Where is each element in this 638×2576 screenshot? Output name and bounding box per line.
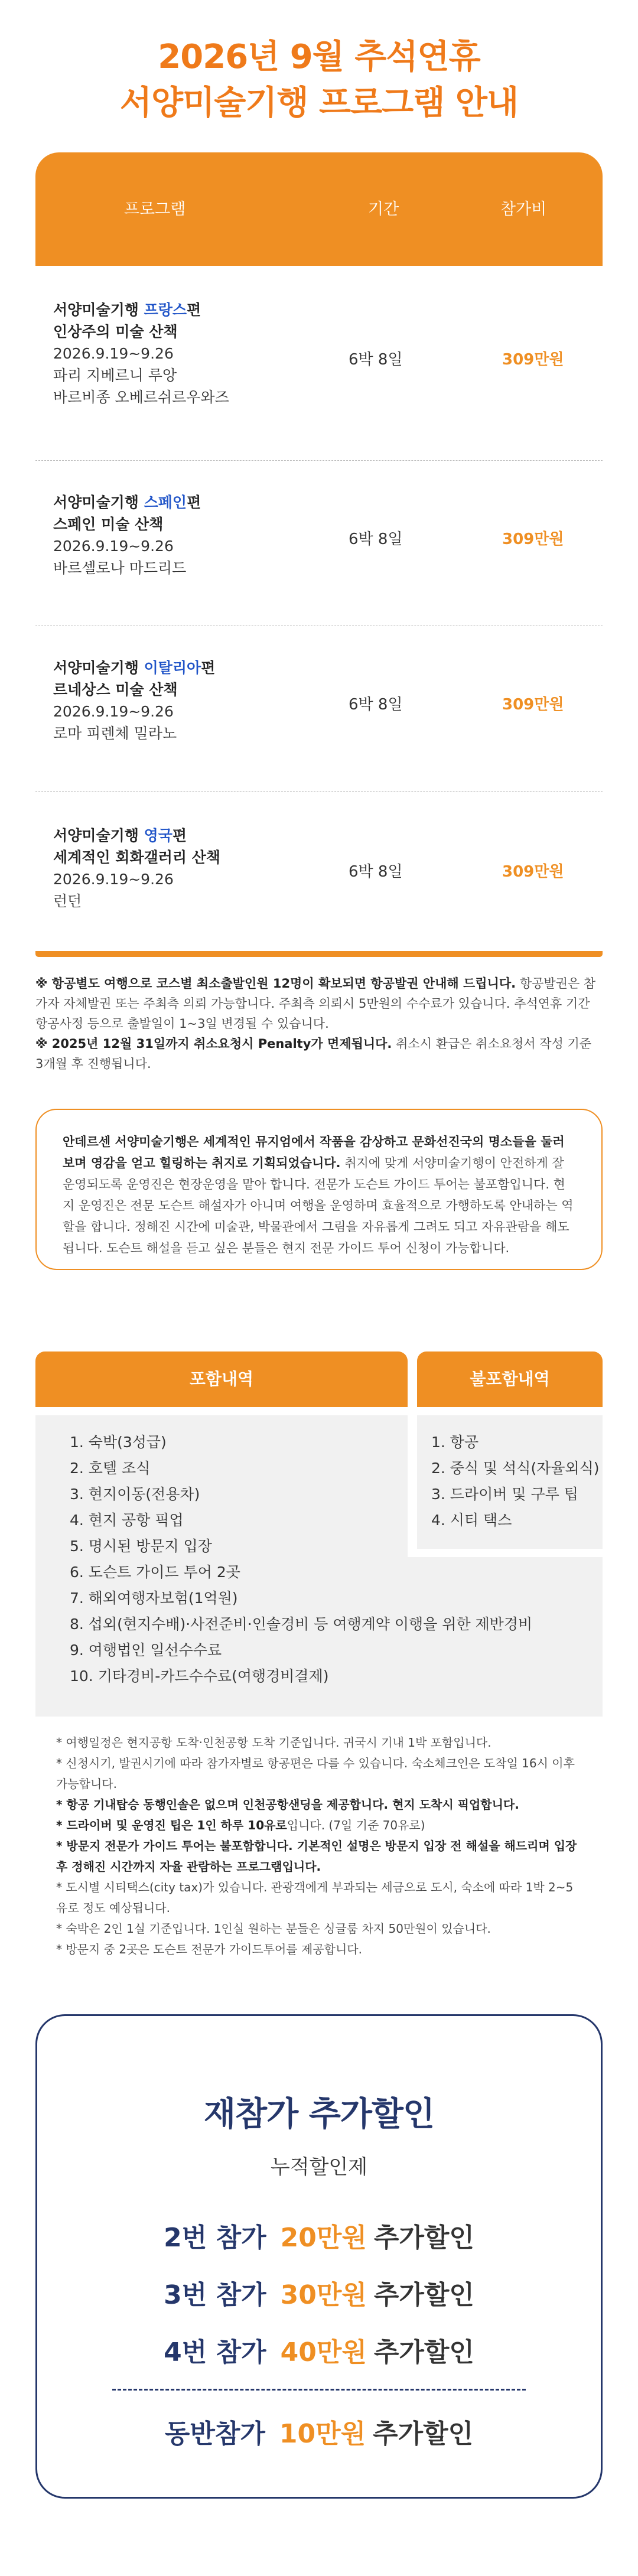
- program-subtitle: 인상주의 미술 산책: [53, 323, 178, 340]
- excludes-list: [431, 1429, 600, 1533]
- excludes-header: 불포함내역: [417, 1351, 603, 1407]
- note-item: * 도시별 시티택스(city tax)가 있습니다. 관광객에게 부과되는 세금으로 도시, 숙소에 따라 1박 2~5유로 정도 예상됩니다.: [56, 1880, 574, 1915]
- discount-title: 재참가 추가할인: [203, 2095, 435, 2134]
- table-row: [35, 461, 603, 626]
- list-item: 3. 드라이버 및 구루 팁: [431, 1486, 578, 1503]
- discount-label: 동반참가: [164, 2419, 265, 2449]
- program-cell: 서양미술기행 이탈리아편 르네상스 미술 산책 2026.9.19~9.26 로마 피렌체 밀라노: [53, 657, 215, 744]
- price-cell: 309만원: [502, 696, 564, 714]
- discount-line: [0, 2216, 638, 2254]
- note-item: * 신청시기, 발권시기에 따라 참가자별로 항공편은 다를 수 있습니다. 숙소체크인은 도착일 16시 이후 가능합니다.: [56, 1756, 575, 1791]
- program-dates: 2026.9.19~9.26: [53, 538, 174, 555]
- note-item: * 여행일정은 현지공항 도착·인천공항 도착 기준입니다. 귀국시 기내 1박 포함입니다.: [56, 1735, 491, 1750]
- intro-text: 취지에 맞게 서양미술기행이 안전하게 잘 운영되도록 운영진은 현장운영을 맡아 합니다. 전문가 도슨트 가이드 투어는 불포함입니다. 현지 운영진은 전문 도슨트 해설자가 아니며 여행을 운영하며 효율적으로 가행하도록 안내하는 역할을 합니다. 정해진 시간에 미술관, 박물관에서 그림을 자유롭게 그려도 되고 자유관람을 해도 됩니다. 도슨트 해설을 듣고 싶은 분들은 현지 전문 가이드 투어 신청이 가능합니다.: [63, 1156, 574, 1255]
- list-item: 2. 호텔 조식: [70, 1460, 151, 1477]
- travel-notes: [56, 1732, 582, 1960]
- discount-line: [0, 2331, 638, 2369]
- table-row: [35, 792, 603, 951]
- note-item: * 숙박은 2인 1실 기준입니다. 1인실 원하는 분들은 싱글룸 차지 50만원이 있습니다.: [56, 1922, 491, 1936]
- program-route: 파리 지베르니 루앙: [53, 367, 177, 384]
- period-cell: 6박 8일: [349, 863, 403, 881]
- price-cell: 309만원: [502, 351, 564, 369]
- program-route: 바르비종 오베르쉬르우와즈: [53, 389, 229, 406]
- list-item: 1. 항공: [431, 1434, 479, 1451]
- list-item: 1. 숙박(3성급): [70, 1434, 167, 1451]
- program-route: 런던: [53, 893, 82, 910]
- list-item: 7. 해외여행자보험(1억원): [70, 1590, 238, 1607]
- program-cell: 서양미술기행 영국편 세계적인 회화갤러리 산책 2026.9.19~9.26 런던: [53, 825, 220, 912]
- list-item: 5. 명시된 방문지 입장: [70, 1538, 212, 1555]
- note-item: * 항공 기내탑승 동행인솔은 없으며 인천공항샌딩을 제공합니다. 현지 도착시 픽업합니다.: [56, 1797, 519, 1812]
- list-item: 6. 도슨트 가이드 투어 2곳: [70, 1564, 240, 1581]
- header-program: 프로그램: [124, 200, 186, 219]
- table-row: [35, 626, 603, 792]
- discount-suffix: 추가할인: [373, 2223, 474, 2253]
- title-line-1: 2026년 9월 추석연휴: [158, 38, 480, 76]
- program-cell: 서양미술기행 프랑스편 인상주의 미술 산책 2026.9.19~9.26 파리 지베르니 루앙 바르비종 오베르쉬르우와즈: [53, 299, 229, 408]
- country-label: 이탈리아: [144, 659, 201, 676]
- program-subtitle: 세계적인 회화갤러리 산책: [53, 849, 221, 866]
- discount-subtitle: 누적할인제: [270, 2155, 368, 2179]
- note-item: * 방문지 중 2곳은 도슨트 전문가 가이드투어를 제공합니다.: [56, 1942, 362, 1956]
- discount-amount: 40만원: [280, 2337, 367, 2367]
- list-item: 2. 중식 및 석식(자율외식): [431, 1460, 600, 1477]
- country-label: 프랑스: [144, 301, 187, 318]
- table-bottom-bar: [35, 951, 603, 957]
- country-label: 영국: [144, 827, 172, 844]
- program-subtitle: 르네상스 미술 산책: [53, 681, 178, 698]
- intro-box: [35, 1109, 603, 1270]
- discount-amount: 10만원: [279, 2419, 366, 2449]
- discount-suffix: 추가할인: [373, 2419, 474, 2449]
- program-route: 로마 피렌체 밀라노: [53, 725, 177, 742]
- note-item: * 방문지 전문가 가이드 투어는 불포함합니다. 기본적인 설명은 방문지 입장 전 해설을 해드리며 입장 후 정해진 시간까지 자율 관람하는 프로그램입니다.: [56, 1839, 577, 1874]
- period-cell: 6박 8일: [349, 351, 403, 369]
- discount-suffix: 추가할인: [373, 2337, 474, 2367]
- discount-divider: [112, 2389, 526, 2391]
- list-item: 4. 시티 택스: [431, 1512, 512, 1529]
- discount-line: [0, 2412, 638, 2450]
- list-item: 3. 현지이동(전용차): [70, 1486, 200, 1503]
- country-label: 스페인: [144, 494, 187, 511]
- page-title: [0, 34, 638, 126]
- discount-label: 4번 참가: [164, 2337, 266, 2367]
- program-route: 바르셀로나 마드리드: [53, 559, 187, 577]
- list-item: 8. 섭외(현지수배)·사전준비·인솔경비 등 여행계약 이행을 위한 제반경비: [70, 1616, 533, 1633]
- discount-amount: 30만원: [280, 2280, 367, 2310]
- header-price: 참가비: [500, 200, 547, 219]
- price-cell: 309만원: [502, 530, 564, 548]
- note-item: * 드라이버 및 운영진 팁은 1인 하루 10유로입니다. (7일 기준 70유로): [56, 1818, 425, 1832]
- discount-amount: 20만원: [280, 2223, 367, 2253]
- note-airline: ※ 항공별도 여행으로 코스별 최소출발인원 12명이 확보되면 항공발권 안내해 드립니다. 항공발권은 참가자 자체발권 또는 주최측 의뢰 가능합니다. 주최측 의뢰시 5만원의 수수료가 있습니다. 추석연휴 기간 항공사정 등으로 출발일이 1~3일 변경될 수 있습니다.: [35, 976, 596, 1031]
- header-period: 기간: [368, 200, 399, 219]
- includes-header: 포함내역: [35, 1351, 408, 1407]
- list-item: 4. 현지 공항 픽업: [70, 1512, 184, 1529]
- program-subtitle: 스페인 미술 산책: [53, 516, 164, 533]
- note-cancellation: ※ 2025년 12월 31일까지 취소요청시 Penalty가 면제됩니다. 취소시 환급은 취소요청서 작성 기준 3개월 후 진행됩니다.: [35, 1037, 592, 1071]
- discount-label: 2번 참가: [164, 2223, 266, 2253]
- program-cell: 서양미술기행 스페인편 스페인 미술 산책 2026.9.19~9.26 바르셀로나 마드리드: [53, 491, 201, 579]
- list-item: 9. 여행법인 일선수수료: [70, 1642, 222, 1659]
- program-dates: 2026.9.19~9.26: [53, 703, 174, 720]
- table-header: [35, 152, 603, 266]
- period-cell: 6박 8일: [349, 696, 403, 714]
- price-cell: 309만원: [502, 863, 564, 881]
- program-dates: 2026.9.19~9.26: [53, 345, 174, 362]
- table-row: [35, 266, 603, 461]
- table-notes: [35, 973, 603, 1074]
- discount-label: 3번 참가: [164, 2280, 266, 2310]
- program-dates: 2026.9.19~9.26: [53, 871, 174, 888]
- period-cell: 6박 8일: [349, 530, 403, 548]
- title-line-2: 서양미술기행 프로그램 안내: [119, 84, 519, 122]
- intro-bold: 안데르센 서양미술기행은 세계적인 뮤지엄에서 작품을 감상하고 문화선진국의 명소들을 둘러보며 영감을 얻고 힐링하는 취지로 기획되었습니다.: [63, 1135, 565, 1170]
- discount-suffix: 추가할인: [373, 2280, 474, 2310]
- list-item: 10. 기타경비-카드수수료(여행경비결제): [70, 1668, 329, 1685]
- discount-line: [0, 2274, 638, 2311]
